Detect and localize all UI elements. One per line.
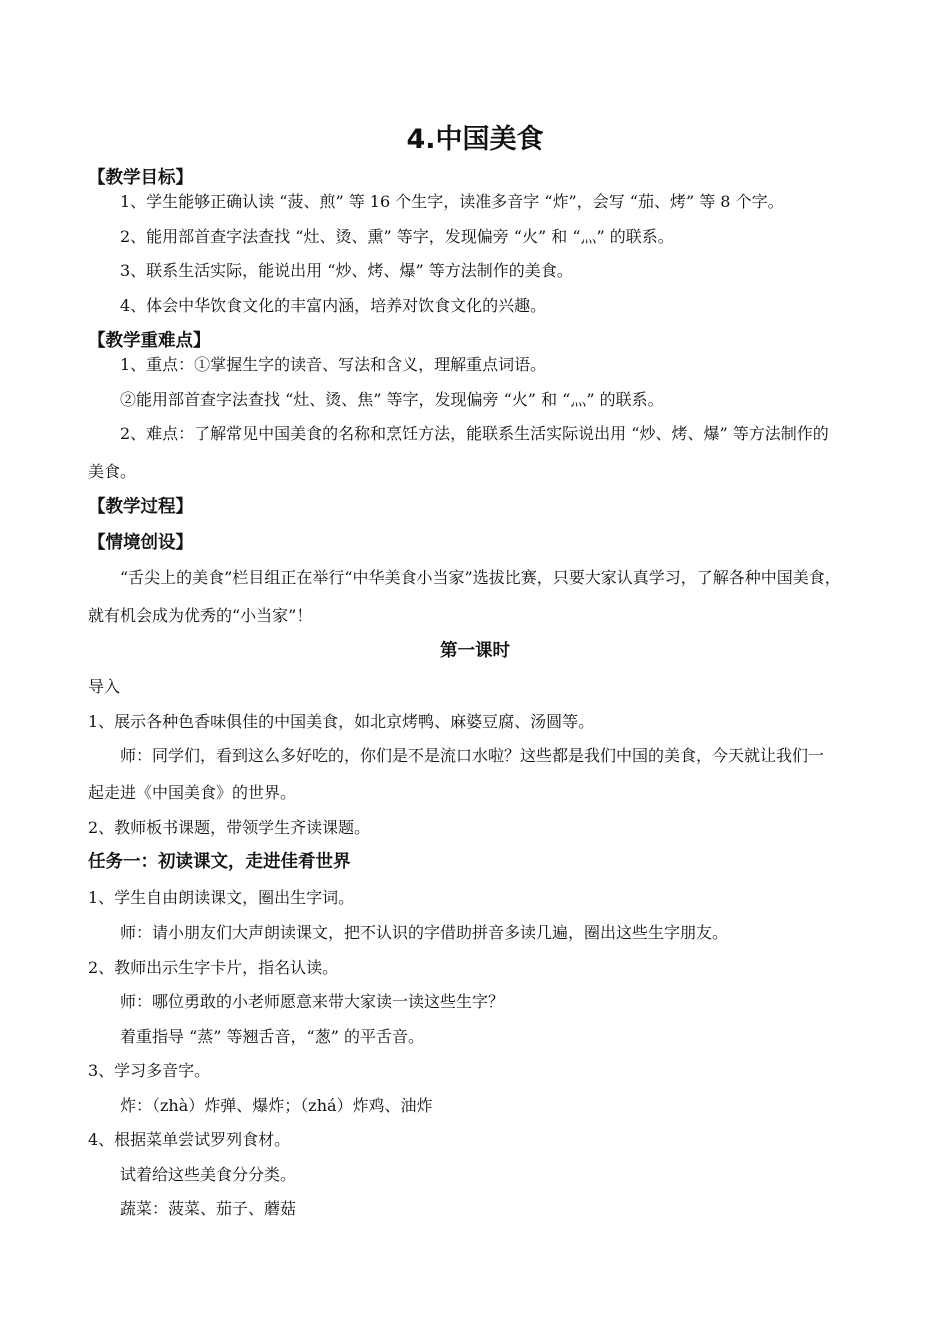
- paragraph-line: 起走进《中国美食》的世界。: [88, 783, 297, 802]
- paragraph-line: 蔬菜：菠菜、茄子、蘑菇: [120, 1199, 297, 1218]
- paragraph-line: 2、难点：了解常见中国美食的名称和烹饪方法，能联系生活实际说出用 “炒、烤、爆” 等方法制作的: [120, 424, 829, 443]
- paragraph-line: 着重指导 “蒸” 等翘舌音，“葱” 的平舌音。: [120, 1027, 424, 1046]
- paragraph-line: 师：请小朋友们大声朗读课文，把不认识的字借助拼音多读几遍，圈出这些生字朋友。: [120, 923, 729, 942]
- paragraph-line: 导入: [88, 677, 121, 696]
- paragraph-line: 2、教师板书课题，带领学生齐读课题。: [88, 818, 371, 837]
- paragraph-line: 1、学生自由朗读课文，圈出生字词。: [88, 888, 355, 907]
- section-heading: 【教学目标】: [88, 168, 193, 188]
- paragraph-line: 师：哪位勇敢的小老师愿意来带大家读一读这些生字？: [120, 992, 505, 1011]
- paragraph-line: 4、根据菜单尝试罗列食材。: [88, 1130, 291, 1149]
- paragraph-line: 2、教师出示生字卡片，指名认读。: [88, 958, 339, 977]
- paragraph-line: 炸：（zhà）炸弹、爆炸；（zhá）炸鸡、油炸: [120, 1096, 433, 1115]
- paragraph-line: 1、重点：①掌握生字的读音、写法和含义，理解重点词语。: [120, 355, 547, 374]
- paragraph-line: 3、联系生活实际，能说出用 “炒、烤、爆” 等方法制作的美食。: [120, 261, 573, 280]
- paragraph-line: 就有机会成为优秀的“小当家”！: [88, 606, 313, 625]
- paragraph-line: 1、展示各种色香味俱佳的中国美食，如北京烤鸭、麻婆豆腐、汤圆等。: [88, 712, 595, 731]
- paragraph-line: 师：同学们，看到这么多好吃的，你们是不是流口水啦？这些都是我们中国的美食，今天就让我们一: [120, 746, 825, 765]
- paragraph-line: 3、学习多音字。: [88, 1061, 211, 1080]
- paragraph-line: 美食。: [88, 462, 137, 481]
- section-heading: 任务一：初读课文，走进佳肴世界: [88, 852, 351, 872]
- paragraph-line: “舌尖上的美食”栏目组正在举行“中华美食小当家”选拔比赛，只要大家认真学习，了解各种中国美食，: [120, 568, 841, 587]
- paragraph-line: 1、学生能够正确认读 “菠、煎” 等 16 个生字，读准多音字 “炸”，会写 “茄、烤” 等 8 个字。: [120, 192, 784, 211]
- section-heading: 【教学重难点】: [88, 331, 211, 351]
- lesson-heading: 第一课时: [440, 641, 510, 661]
- paragraph-line: 4、体会中华饮食文化的丰富内涵，培养对饮食文化的兴趣。: [120, 296, 547, 315]
- section-heading: 【情境创设】: [88, 533, 193, 553]
- paragraph-line: 2、能用部首查字法查找 “灶、烫、熏” 等字，发现偏旁 “火” 和 “灬” 的联系。: [120, 227, 674, 246]
- paragraph-line: ②能用部首查字法查找 “灶、烫、焦” 等字，发现偏旁 “火” 和 “灬” 的联系。: [120, 390, 664, 409]
- paragraph-line: 试着给这些美食分分类。: [120, 1165, 297, 1184]
- section-heading: 【教学过程】: [88, 497, 193, 517]
- page-title: 4.中国美食: [406, 124, 544, 155]
